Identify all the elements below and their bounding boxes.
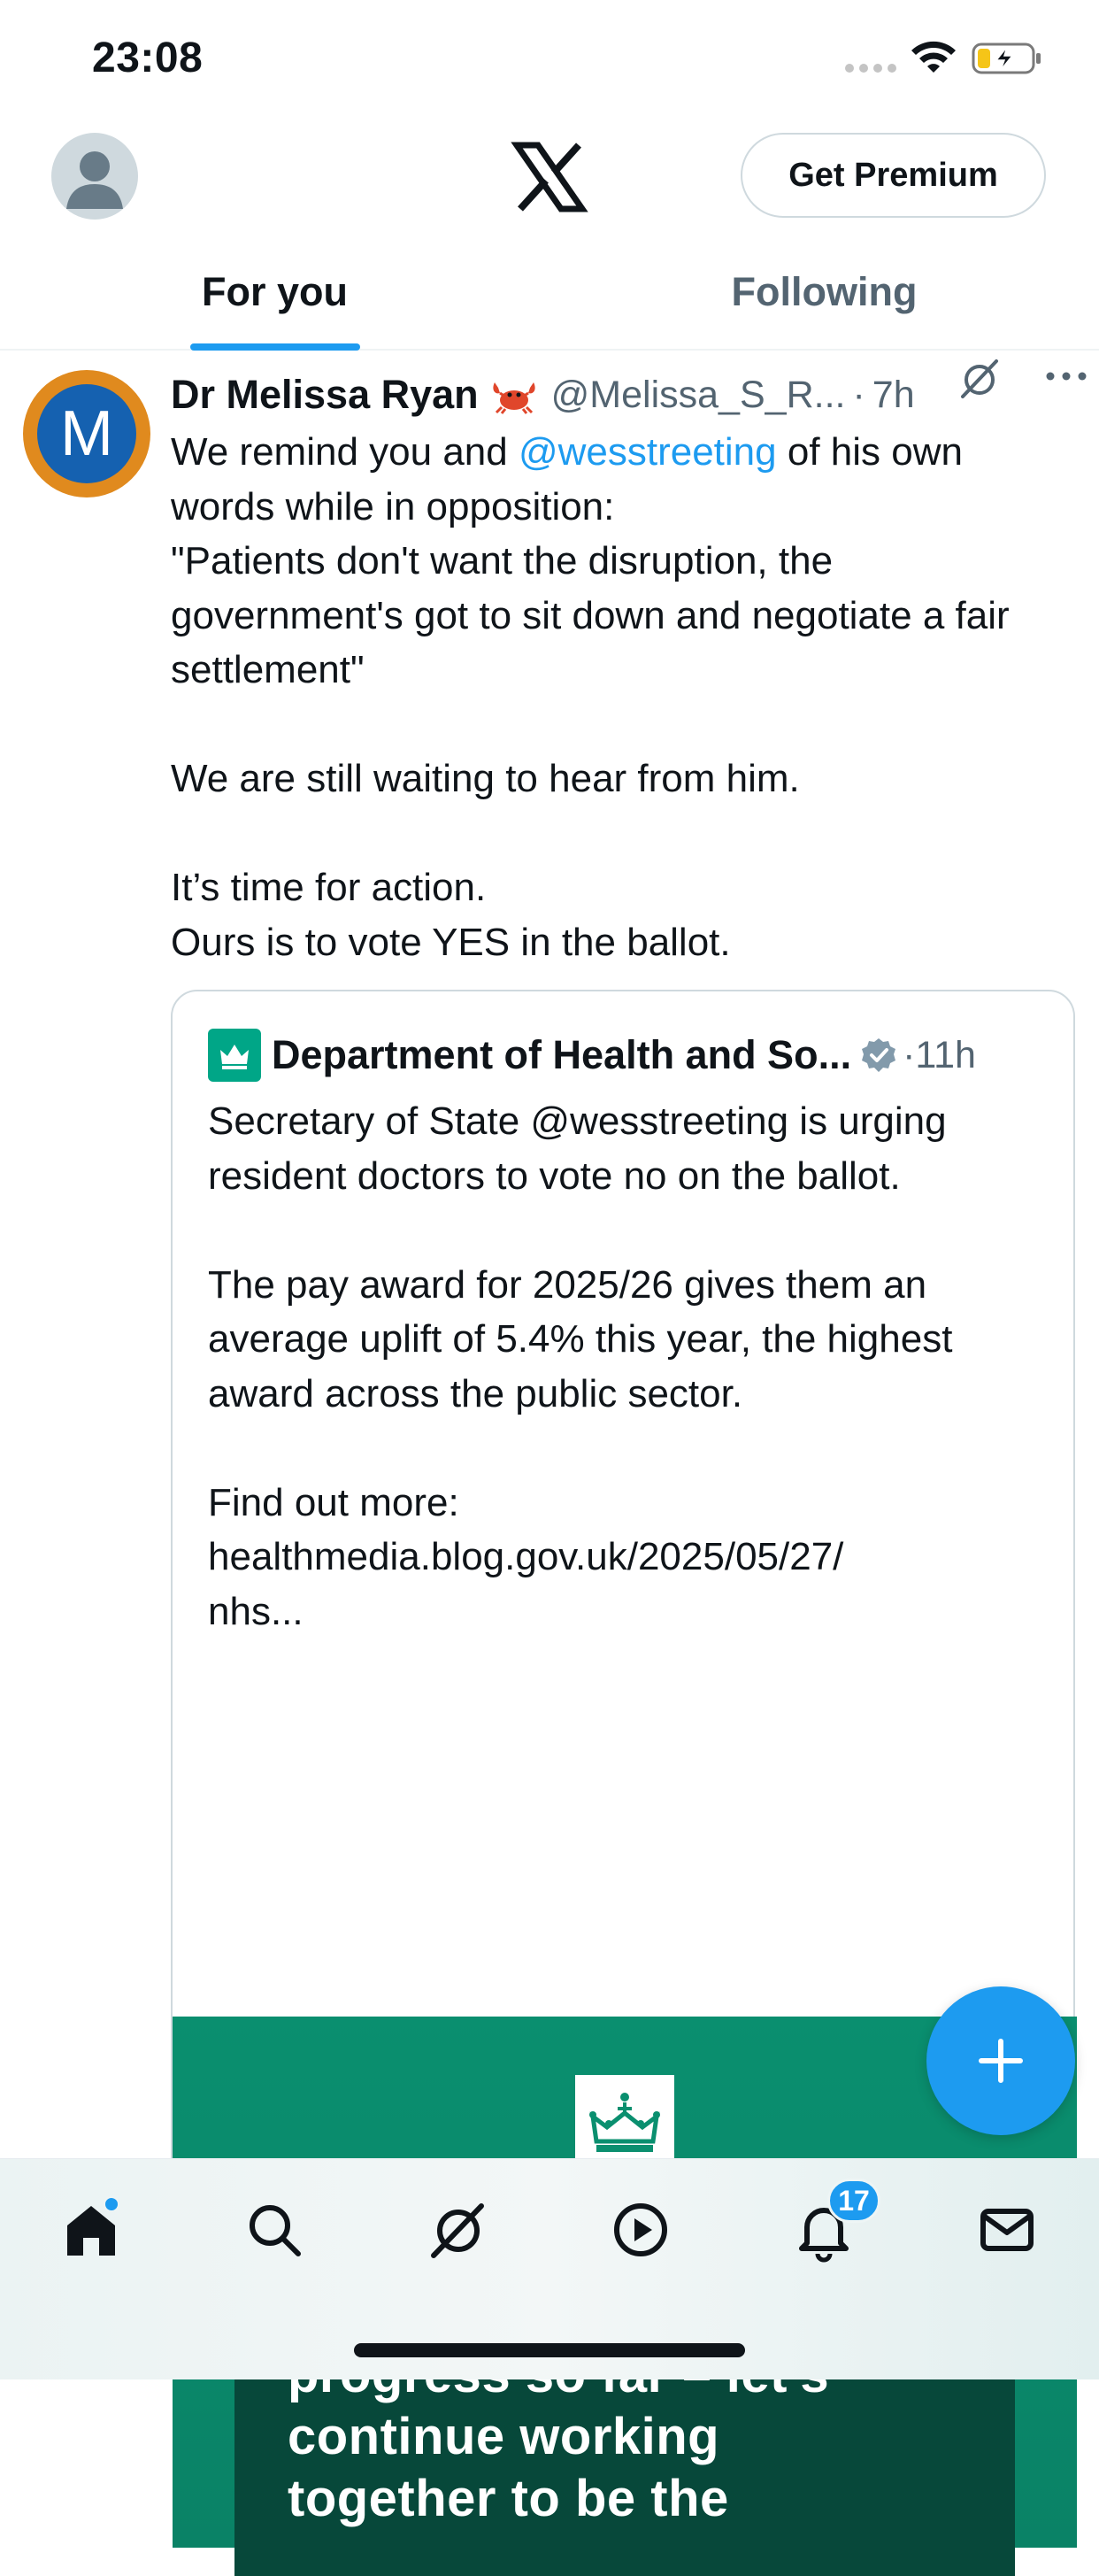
avatar-icon <box>51 133 138 220</box>
bottom-nav <box>0 2158 1099 2379</box>
media-quote-text: continue working together to be the <box>288 2408 729 2527</box>
status-bar <box>0 0 1099 115</box>
quoted-separator: · <box>903 1033 916 1076</box>
grok-nav-icon <box>427 2199 488 2261</box>
tab-for-you[interactable] <box>0 239 550 349</box>
compose-plus-icon <box>976 2036 1026 2086</box>
nav-home[interactable] <box>56 2194 127 2265</box>
author-name[interactable]: Dr Melissa Ryan <box>171 372 479 417</box>
play-icon <box>611 2201 670 2259</box>
timeline-tabs <box>0 239 1099 351</box>
grok-icon[interactable] <box>957 356 1002 400</box>
compose-button[interactable] <box>926 1986 1075 2135</box>
crab-emoji-icon <box>489 375 539 414</box>
tab-following-label: Following <box>731 269 918 314</box>
profile-avatar-button[interactable] <box>51 133 138 220</box>
quoted-time[interactable]: 11h <box>915 1033 976 1076</box>
quoted-tweet-header <box>208 1029 976 1082</box>
wifi-icon <box>910 41 957 76</box>
nav-grok[interactable] <box>422 2194 493 2265</box>
nav-messages[interactable] <box>972 2194 1042 2265</box>
separator-dot: · <box>852 373 865 416</box>
home-new-dot <box>104 2196 119 2212</box>
x-logo-icon[interactable] <box>513 142 586 212</box>
crown-icon <box>217 1039 252 1071</box>
mention-link[interactable]: @wesstreeting <box>518 430 777 474</box>
quoted-tweet-text: Secretary of State @wesstreeting is urging resident doctors to vote no on the ballot. The pay award for 2025/26 gives them an average uplift of 5.4% this year, the highest award across the public sector. Find out more: healthmedia.blog.gov.uk/2025/05/27/ nhs... <box>208 1099 953 1633</box>
verified-icon <box>860 1037 897 1074</box>
notification-badge: 17 <box>827 2179 880 2223</box>
dhsc-avatar[interactable] <box>208 1029 261 1082</box>
mail-icon <box>978 2201 1036 2259</box>
tweet-header <box>171 370 1081 420</box>
avatar-letter: M <box>37 384 136 483</box>
cellular-signal-icon <box>845 64 896 73</box>
nav-search[interactable] <box>239 2194 310 2265</box>
top-header <box>0 115 1099 239</box>
battery-charging-icon <box>972 41 1042 76</box>
status-time: 23:08 <box>92 35 204 81</box>
tab-for-you-label: For you <box>202 269 348 314</box>
tweet-text-suffix: of his own words while in opposition: "Patients don't want the disruption, the government's got to sit down and negotiate a fair settlement" We are still waiting to hear from him. It’s time for action. Ours is to vote YES in the ballot. <box>171 430 1010 964</box>
home-indicator[interactable] <box>354 2343 745 2357</box>
active-tab-indicator <box>190 343 360 351</box>
get-premium-button[interactable]: Get Premium <box>741 133 1046 218</box>
crown-icon <box>588 2088 662 2159</box>
nav-video[interactable] <box>605 2194 676 2265</box>
quoted-author-name[interactable]: Department of Health and So... <box>272 1032 852 1077</box>
search-icon <box>245 2201 304 2259</box>
author-handle[interactable]: @Melissa_S_R... <box>550 373 846 416</box>
tweet-text-prefix: We remind you and <box>171 430 519 474</box>
more-icon[interactable] <box>1044 370 1088 382</box>
author-avatar[interactable] <box>23 370 150 497</box>
tweet-text <box>171 425 1073 969</box>
tweet-time[interactable]: 7h <box>872 373 915 416</box>
tab-following[interactable] <box>550 239 1099 349</box>
